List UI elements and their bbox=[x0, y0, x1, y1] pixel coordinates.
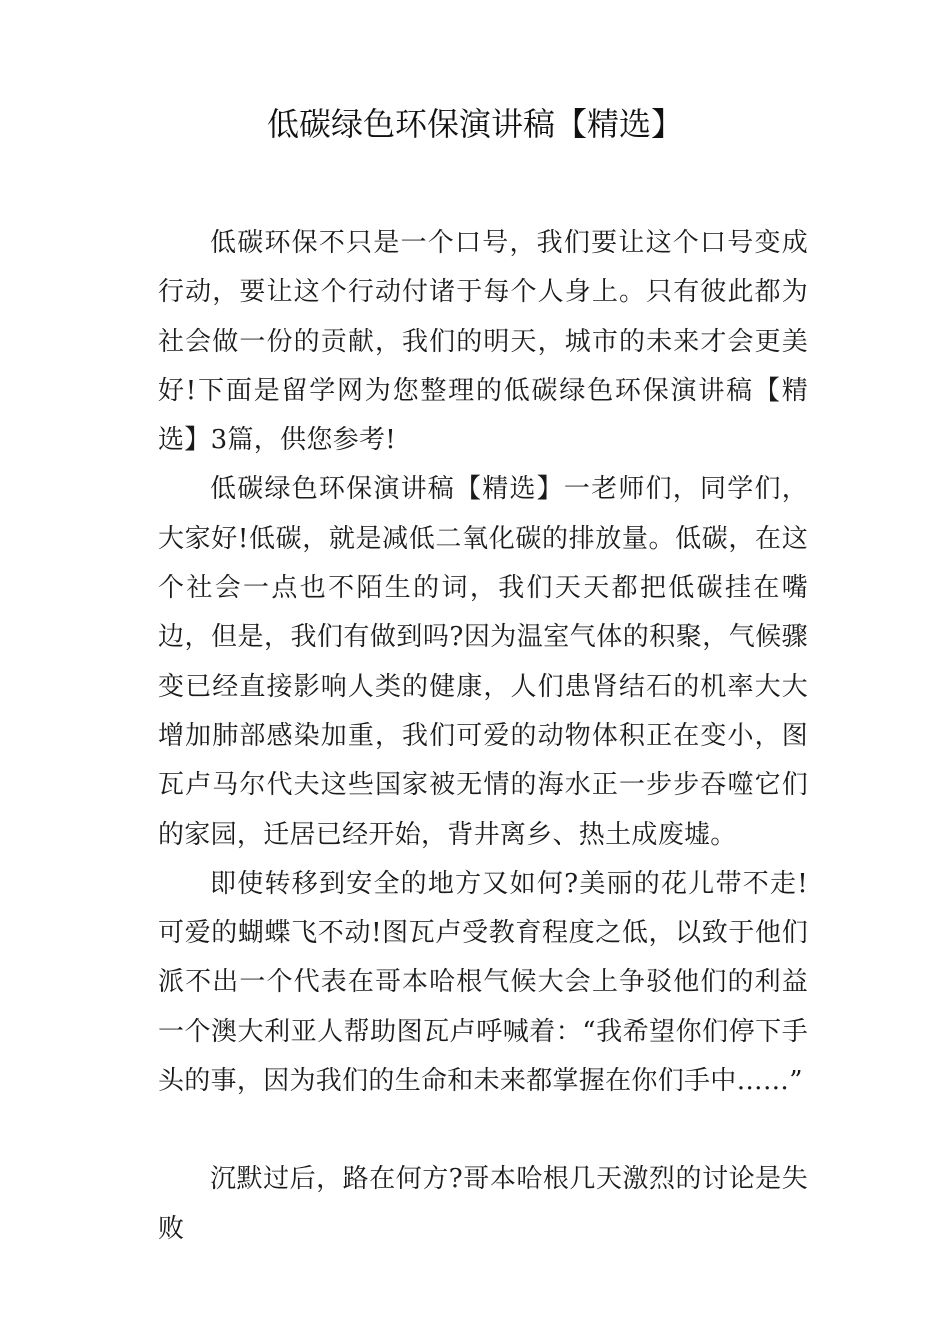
paragraph-speech-one: 低碳绿色环保演讲稿【精选】一老师们，同学们，大家好!低碳，就是减低二氧化碳的排放量。低碳，在这个社会一点也不陌生的词，我们天天都把低碳挂在嘴边，但是，我们有做到吗?因为温室气体的积聚，气候骤变已经直接影响人类的健康，人们患肾结石的机率大大增加肺部感染加重，我们可爱的动物体积正在变小，图瓦卢马尔代夫这些国家被无情的海水正一步步吞噬它们的家园，迁居已经开始，背井离乡、热土成废墟。 bbox=[158, 474, 808, 850]
paragraph-tuvalu: 即使转移到安全的地方又如何?美丽的花儿带不走!可爱的蝴蝶飞不动!图瓦卢受教育程度之低，以致于他们派不出一个代表在哥本哈根气候大会上争驳他们的利益一个澳大利亚人帮助图瓦卢呼喊着：“我希望你们停下手头的事，因为我们的生命和未来都掌握在你们手中……” bbox=[158, 868, 808, 1097]
paragraph-copenhagen: 沉默过后，路在何方?哥本哈根几天激烈的讨论是失败 bbox=[158, 1164, 808, 1244]
document-title: 低碳绿色环保演讲稿【精选】 bbox=[266, 105, 683, 143]
paragraph-intro: 低碳环保不只是一个口号，我们要让这个口号变成行动，要让这个行动付诸于每个人身上。只有彼此都为社会做一份的贡献，我们的明天，城市的未来才会更美好!下面是留学网为您整理的低碳绿色环保演讲稿【精选】3篇，供您参考! bbox=[158, 228, 808, 456]
document-body bbox=[158, 219, 808, 1254]
